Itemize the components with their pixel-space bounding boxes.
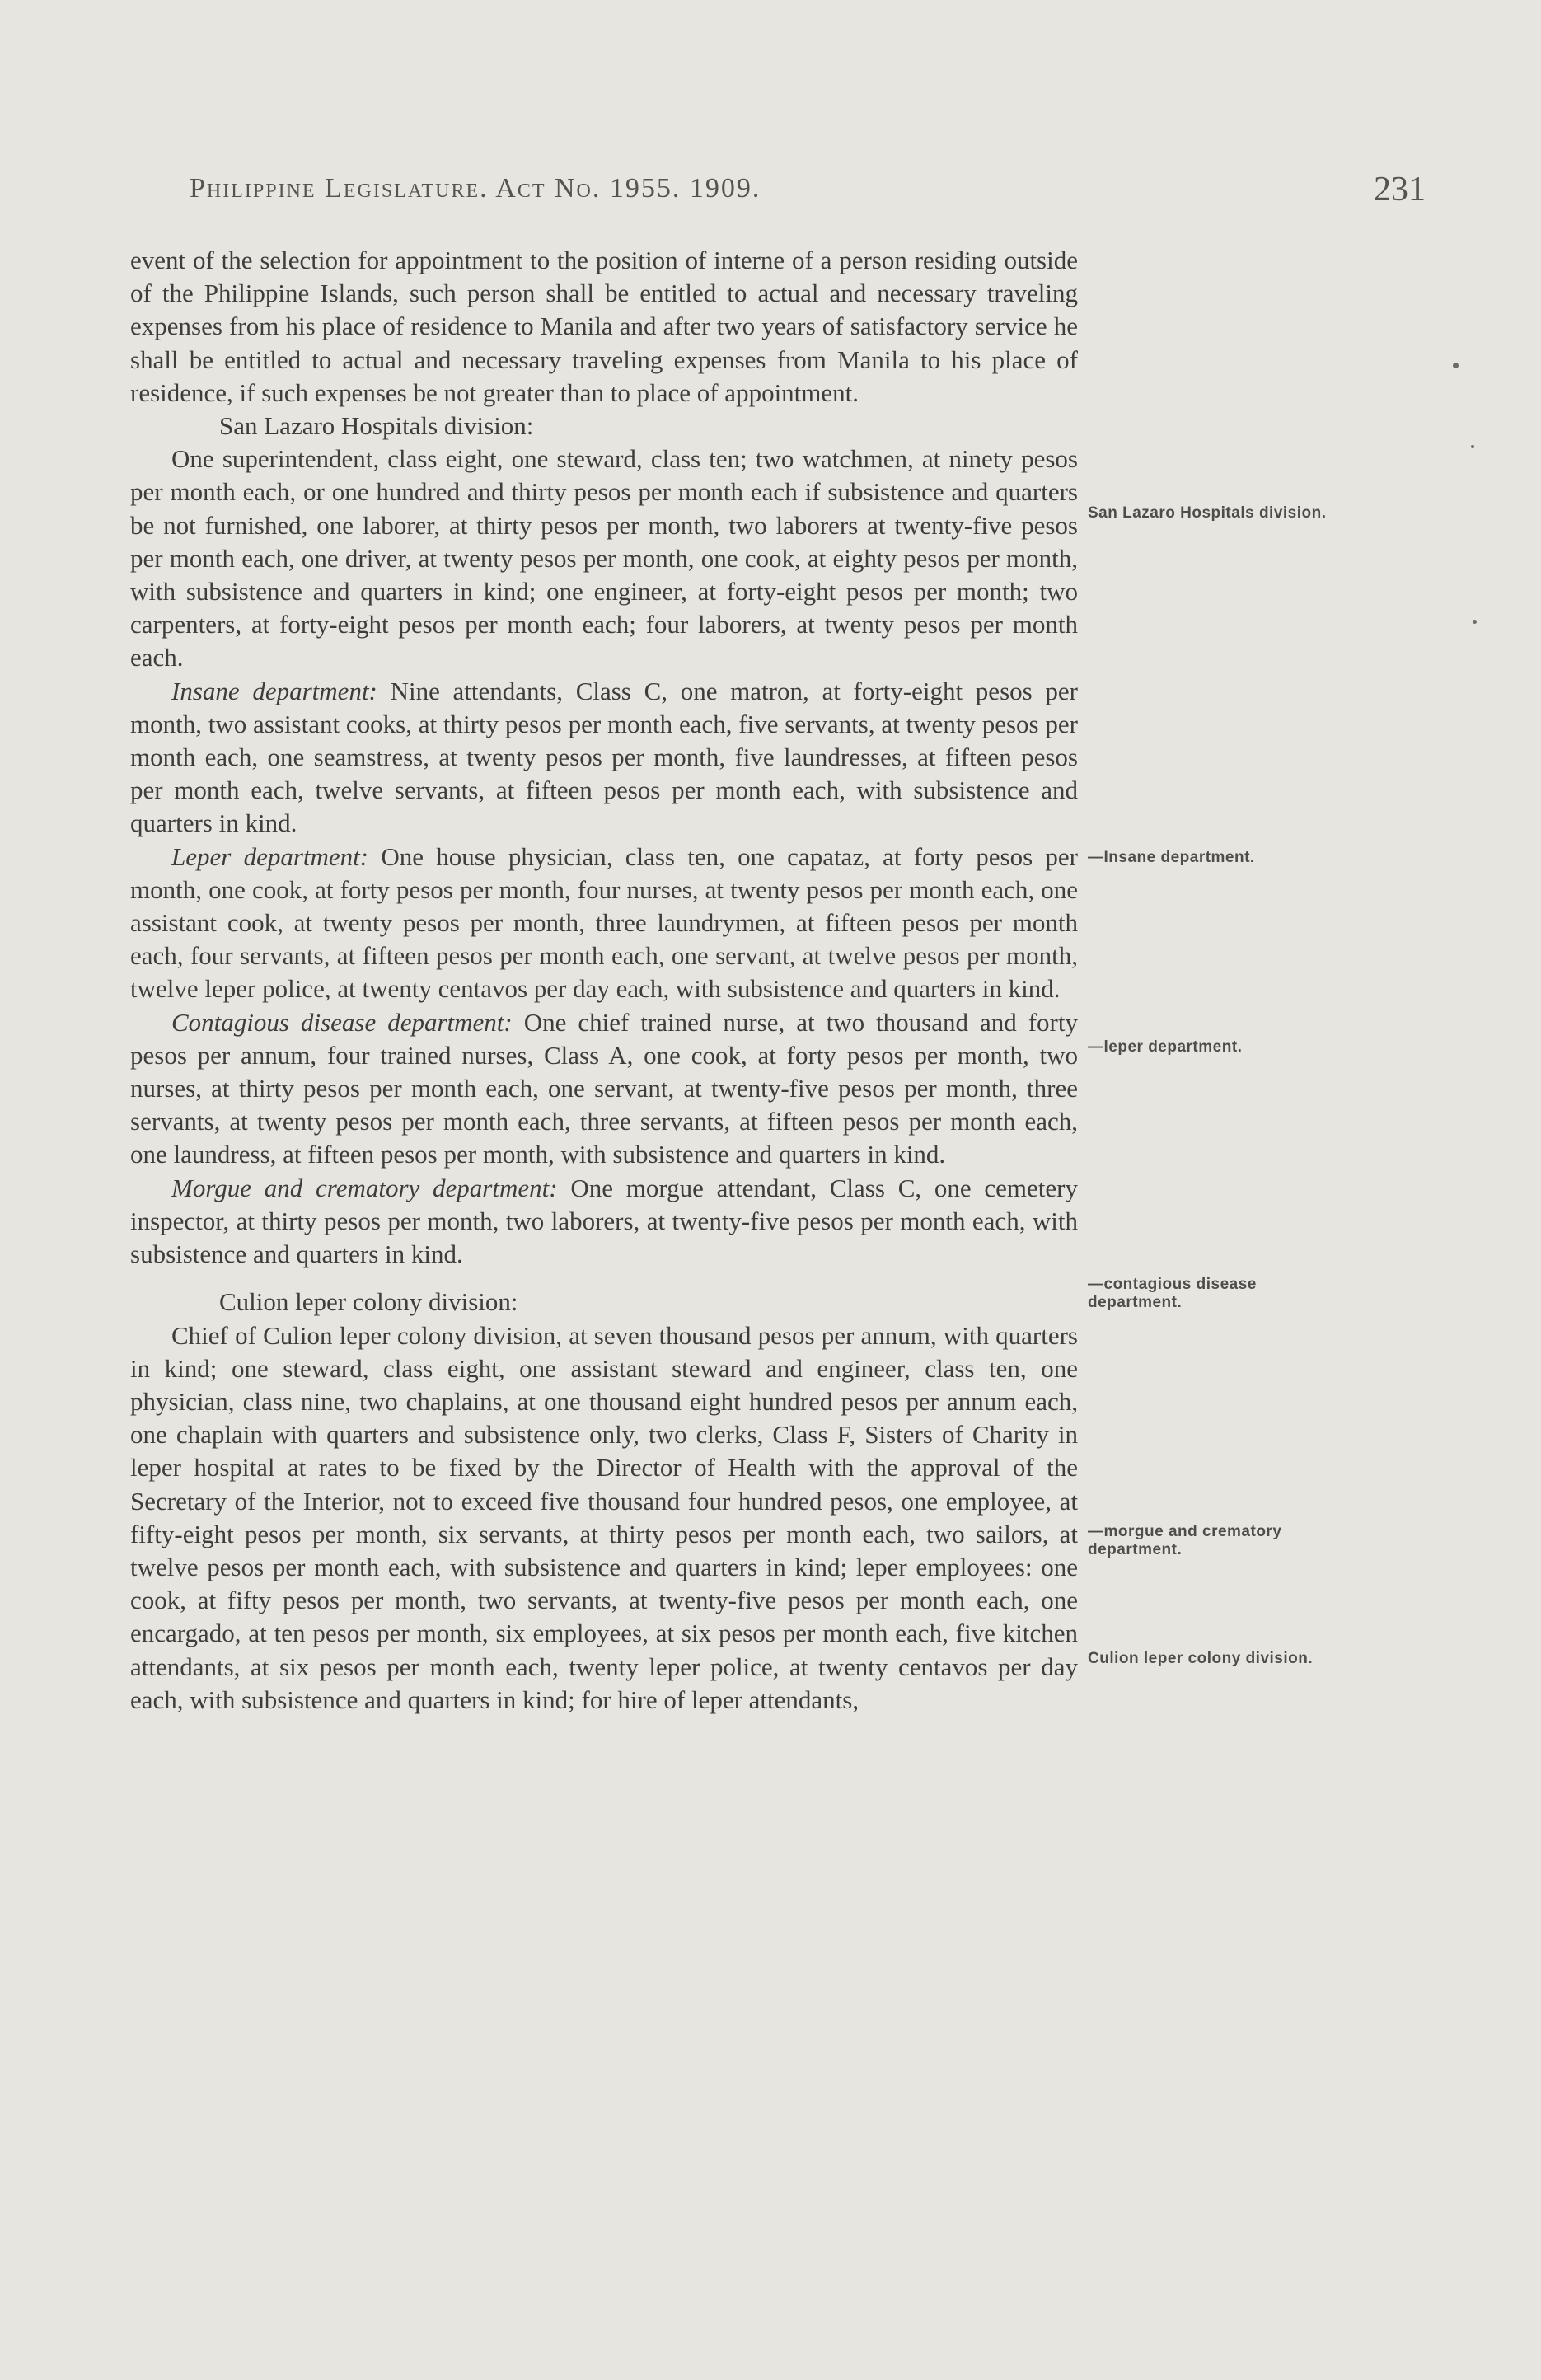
insane-department-text: Nine attendants, Class C, one matron, at forty-eight pesos per month, two assistant cooks, at thirty pesos per month each, five servants, at twenty pesos per month each, one seamstress, at twenty pesos per month, five laundresses, at fifteen pesos per month each, twelve servants, at fifteen pesos per month each, with subsistence and quarters in kind. bbox=[130, 676, 1078, 838]
paper-speck bbox=[1471, 445, 1474, 448]
body-text bbox=[130, 244, 1078, 1717]
contagious-department-text: One chief trained nurse, at two thousand and forty pesos per annum, four trained nurses, Class A, one cook, at forty pesos per month, two nurses, at thirty pesos per month each, one servant, at twenty-five pesos per month, three servants, at twenty pesos per month each, three servants, at fifteen pesos per month each, one laundress, at fifteen pesos per month, with subsistence and quarters in kind. bbox=[130, 1007, 1078, 1169]
paragraph-contagious-department bbox=[130, 1006, 1078, 1172]
paragraph-san-lazaro: One superintendent, class eight, one steward, class ten; two watchmen, at ninety pesos per month each, or one hundred and thirty pesos per month each if subsistence and quarters be not furnished, one laborer, at thirty pesos per month, two laborers at twenty-five pesos per month each, one driver, at twenty pesos per month, one cook, at eighty pesos per month, with subsistence and quarters in kind; one engineer, at forty-eight pesos per month; two carpenters, at forty-eight pesos per month each; four laborers, at twenty pesos per month each. bbox=[130, 444, 1078, 672]
leper-department-text: One house physician, class ten, one capataz, at forty pesos per month, one cook, at forty pesos per month, four nurses, at twenty pesos per month each, one assistant cook, at twenty pesos per month, three laundrymen, at fifteen pesos per month each, four servants, at fifteen pesos per month each, one servant, at twelve pesos per month, twelve leper police, at twenty centavos per day each, with subsistence and quarters in kind. bbox=[130, 841, 1079, 1004]
header-title: Philippine Legislature. Act No. 1955. 1909. bbox=[190, 173, 761, 204]
margin-notes bbox=[1088, 0, 1335, 2380]
section-heading-san-lazaro: San Lazaro Hospitals division: bbox=[219, 411, 534, 441]
paper-speck bbox=[1473, 620, 1477, 624]
paragraph-continuation: event of the selection for appointment to the position of interne of a person residing outside of the Philippine Islands, such person shall be entitled to actual and necessary traveling expenses from his place of residence to Manila and after two years of satisfactory service he shall be entitled to actual and necessary traveling expenses from Manila to his place of residence, if such expenses be not greater than to place of appointment. bbox=[130, 246, 1078, 407]
morgue-department-text: One morgue attendant, Class C, one cemetery inspector, at thirty pesos per month, two laborers, at twenty-five pesos per month each, with subsistence and quarters in kind. bbox=[130, 1173, 1078, 1269]
morgue-department-label: Morgue and crematory department: bbox=[171, 1173, 558, 1202]
paragraph-morgue-department bbox=[130, 1172, 1078, 1272]
insane-department-label: Insane department: bbox=[171, 676, 377, 705]
margin-note-san-lazaro: San Lazaro Hospitals division. bbox=[1088, 504, 1327, 522]
paragraph-insane-department bbox=[130, 675, 1078, 841]
margin-note-leper: —leper department. bbox=[1088, 1038, 1243, 1056]
paragraph-culion: Chief of Culion leper colony division, at seven thousand pesos per annum, with quarters in kind; one steward, class eight, one assistant steward and engineer, class ten, one physician, class nine, two chaplains, at one thousand eight hundred pesos per annum each, one chaplain with quarters and subsistence only, two clerks, Class F, Sisters of Charity in leper hospital at rates to be fixed by the Director of Health with the approval of the Secretary of the Interior, not to exceed five thousand four hundred pesos, one employee, at fifty-eight pesos per month, six servants, at thirty pesos per month each, two sailors, at twelve pesos per month each, with subsistence and quarters in kind; leper employees: one cook, at fifty pesos per month, two servants, at twenty-five pesos per month each, one encargado, at ten pesos per month, six employees, at six pesos per month each, five kitchen attendants, at six pesos per month each, twenty leper police, at twenty centavos per day each, with subsistence and quarters in kind; for hire of leper attendants, bbox=[130, 1320, 1078, 1714]
margin-note-contagious: —contagious disease department. bbox=[1088, 1276, 1257, 1311]
leper-department-label: Leper department: bbox=[171, 841, 369, 871]
contagious-department-label: Contagious disease department: bbox=[171, 1007, 513, 1037]
margin-note-culion: Culion leper colony division. bbox=[1088, 1650, 1314, 1667]
paragraph-leper-department bbox=[130, 841, 1078, 1006]
page-number: 231 bbox=[1374, 171, 1426, 208]
paper-speck bbox=[1453, 363, 1459, 368]
margin-note-morgue: —morgue and crematory department. bbox=[1088, 1523, 1282, 1558]
margin-note-insane: —Insane department. bbox=[1088, 849, 1255, 866]
section-heading-culion: Culion leper colony division: bbox=[219, 1287, 518, 1317]
